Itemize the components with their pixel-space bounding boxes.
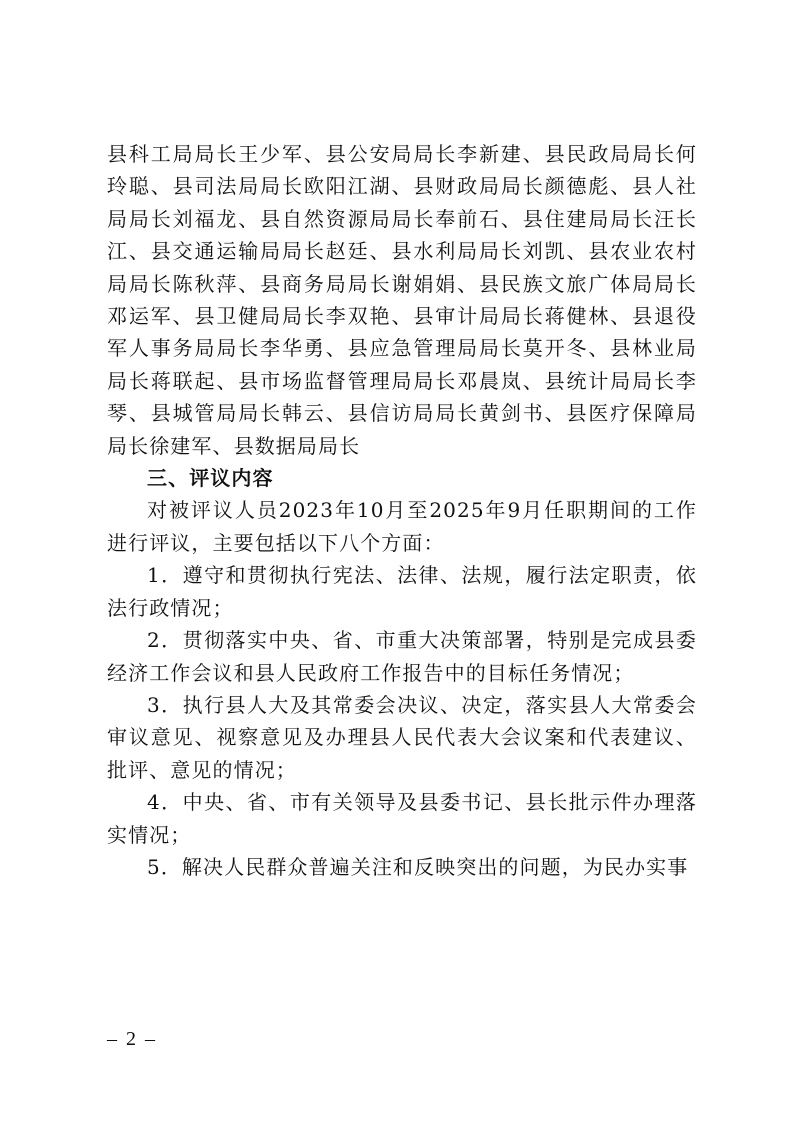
document-body (107, 138, 697, 883)
paragraph-item-5: 5．解决人民群众普遍关注和反映突出的问题，为民办实事 (147, 854, 689, 879)
paragraph-item-4: 4．中央、省、市有关领导及县委书记、县长批示件办理落实情况； (107, 790, 697, 847)
paragraph-members-list: 县科工局局长王少军、县公安局局长李新建、县民政局局长何玲聪、县司法局局长欧阳江湖、县财政局局长颜德彪、县人社局局长刘福龙、县自然资源局局长奉前石、县住建局局长汪长江、县交通运输局局长赵廷、县水利局局长刘凯、县农业农村局局长陈秋萍、县商务局局长谢娟娟、县民族文旅广体局局长邓运军、县卫健局局长李双艳、县审计局局长蒋健林、县退役军人事务局局长李华勇、县应急管理局局长莫开冬、县林业局局长蒋联起、县市场监督管理局局长邓晨岚、县统计局局长李琴、县城管局局长韩云、县信访局局长黄剑书、县医疗保障局局长徐建军、县数据局局长 (107, 142, 697, 458)
paragraph-item-1: 1．遵守和贯彻执行宪法、法律、法规，履行法定职责，依法行政情况； (107, 563, 697, 620)
paragraph-item-2: 2．贯彻落实中央、省、市重大决策部署，特别是完成县委经济工作会议和县人民政府工作报告中的目标任务情况； (107, 628, 697, 685)
section-heading: 三、评议内容 (147, 466, 274, 491)
paragraph-item-3: 3．执行县人大及其常委会决议、决定，落实县人大常委会审议意见、视察意见及办理县人民代表大会议案和代表建议、批评、意见的情况； (107, 692, 697, 782)
page-number: – 2 – (107, 1028, 157, 1050)
paragraph-intro: 对被评议人员2023年10月至2025年9月任职期间的工作进行评议，主要包括以下八个方面： (107, 498, 697, 555)
